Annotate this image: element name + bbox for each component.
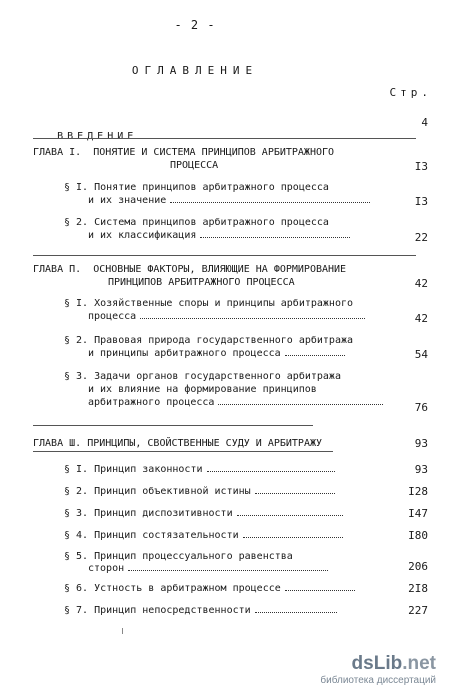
section-entry-cont [88, 396, 428, 409]
section-title-line2: и их классификация [88, 230, 197, 241]
section-number: § 2. [64, 217, 89, 228]
section-page: I47 [408, 507, 428, 520]
chapter-title-line1: ПОНЯТИЕ И СИСТЕМА ПРИНЦИПОВ АРБИТРАЖНОГО [93, 147, 335, 158]
section-entry [64, 604, 404, 617]
watermark-logo-tld: .net [402, 653, 436, 674]
watermark [320, 653, 436, 686]
dot-leader [207, 470, 335, 472]
section-entry [64, 582, 404, 595]
section-entry [64, 297, 404, 310]
section-number: § 7. [64, 605, 89, 616]
section-entry-cont [88, 310, 428, 323]
section-entry [64, 370, 404, 383]
watermark-subtitle: библиотека диссертаций [320, 675, 436, 686]
section-page: 2I8 [408, 582, 428, 595]
section-number: § 3. [64, 371, 89, 382]
section-page: 206 [408, 560, 428, 573]
section-entry [64, 334, 404, 347]
dot-leader [170, 201, 370, 203]
watermark-logo-main: dsLib [351, 653, 403, 674]
dot-leader [285, 589, 355, 591]
section-title-line1: Принцип процессуального равенства [94, 551, 293, 562]
chapter-label: ГЛАВА I. [33, 147, 82, 158]
chapter-label: ГЛАВА П. [33, 264, 82, 275]
section-number: § I. [64, 182, 89, 193]
section-page: 42 [414, 312, 428, 325]
section-number: § 2. [64, 486, 89, 497]
toc-title: ОГЛАВЛЕНИЕ [131, 64, 259, 77]
intro-page: 4 [421, 116, 428, 129]
chapter-heading [33, 437, 403, 450]
dot-leader [255, 611, 337, 613]
divider [33, 451, 333, 452]
section-title-line1: Система принципов арбитражного процесса [94, 217, 329, 228]
section-entry [64, 181, 404, 194]
section-title-line2: и их значение [88, 195, 167, 206]
section-page: I28 [408, 485, 428, 498]
section-entry-cont [88, 347, 428, 360]
chapter-page: 93 [414, 437, 428, 450]
section-page: 22 [414, 231, 428, 244]
section-entry [64, 463, 404, 476]
chapter-heading [33, 263, 403, 276]
section-title-line1: Принцип законности [94, 464, 203, 475]
section-title-line1: Правовая природа государственного арбитража [94, 335, 354, 346]
section-title-line1: Задачи органов государственного арбитража [94, 371, 341, 382]
section-page: I3 [414, 195, 428, 208]
dot-leader [218, 403, 383, 405]
chapter-page: 42 [414, 277, 428, 290]
section-page: 76 [414, 401, 428, 414]
section-entry [64, 507, 404, 520]
section-title-line1: Хозяйственные споры и принципы арбитражного [94, 298, 354, 309]
section-number: § 5. [64, 551, 89, 562]
watermark-logo [320, 653, 436, 675]
section-page: 227 [408, 604, 428, 617]
divider [33, 255, 416, 256]
section-title-line2: и принципы арбитражного процесса [88, 348, 281, 359]
section-entry-cont [88, 562, 428, 575]
section-page: 93 [414, 463, 428, 476]
section-title-line1: Принцип состязательности [94, 530, 239, 541]
section-number: § 2. [64, 335, 89, 346]
divider [33, 425, 313, 426]
divider [33, 138, 416, 139]
scan-mark [122, 628, 123, 634]
section-number: § 3. [64, 508, 89, 519]
section-number: § 4. [64, 530, 89, 541]
dot-leader [140, 317, 365, 319]
section-page: I80 [408, 529, 428, 542]
section-title-line1: Принцип объективной истины [94, 486, 251, 497]
section-title-line1: Принцип диспозитивности [94, 508, 233, 519]
dot-leader [128, 569, 328, 571]
chapter-heading [33, 146, 403, 159]
section-number: § I. [64, 298, 89, 309]
section-title-line1: Понятие принципов арбитражного процесса [94, 182, 329, 193]
section-title-line1: Принцип непосредственности [94, 605, 251, 616]
section-page: 54 [414, 348, 428, 361]
intro-label: ВВЕДЕНИЕ [57, 131, 138, 142]
dot-leader [237, 514, 343, 516]
page-number: - 2 - [174, 18, 216, 32]
chapter-title-line1: ОСНОВНЫЕ ФАКТОРЫ, ВЛИЯЮЩИЕ НА ФОРМИРОВАНИЕ [93, 264, 347, 275]
chapter-page: I3 [414, 160, 428, 173]
section-title-line3: арбитражного процесса [88, 397, 215, 408]
chapter-title-line2: ПРОЦЕССА [170, 160, 219, 171]
page-column-label: Стр. [389, 86, 432, 99]
section-title-line2: сторон [88, 563, 125, 574]
section-title-line1: Устность в арбитражном процессе [94, 583, 281, 594]
dot-leader [243, 536, 343, 538]
section-entry-cont [88, 194, 428, 207]
section-entry [64, 485, 404, 498]
section-entry [64, 529, 404, 542]
section-entry [64, 216, 404, 229]
section-entry-cont [88, 229, 428, 242]
section-number: § 6. [64, 583, 89, 594]
dot-leader [255, 492, 335, 494]
section-title-line2: процесса [88, 311, 137, 322]
dot-leader [285, 354, 345, 356]
section-number: § I. [64, 464, 89, 475]
chapter-title-line1: ПРИНЦИПЫ, СВОЙСТВЕННЫЕ СУДУ И АРБИТРАЖУ [87, 438, 323, 449]
section-title-line2: и их влияние на формирование принципов [88, 384, 317, 395]
chapter-label: ГЛАВА Ш. [33, 438, 82, 449]
dot-leader [200, 236, 350, 238]
chapter-title-line2: ПРИНЦИПОВ АРБИТРАЖНОГО ПРОЦЕССА [108, 277, 295, 288]
